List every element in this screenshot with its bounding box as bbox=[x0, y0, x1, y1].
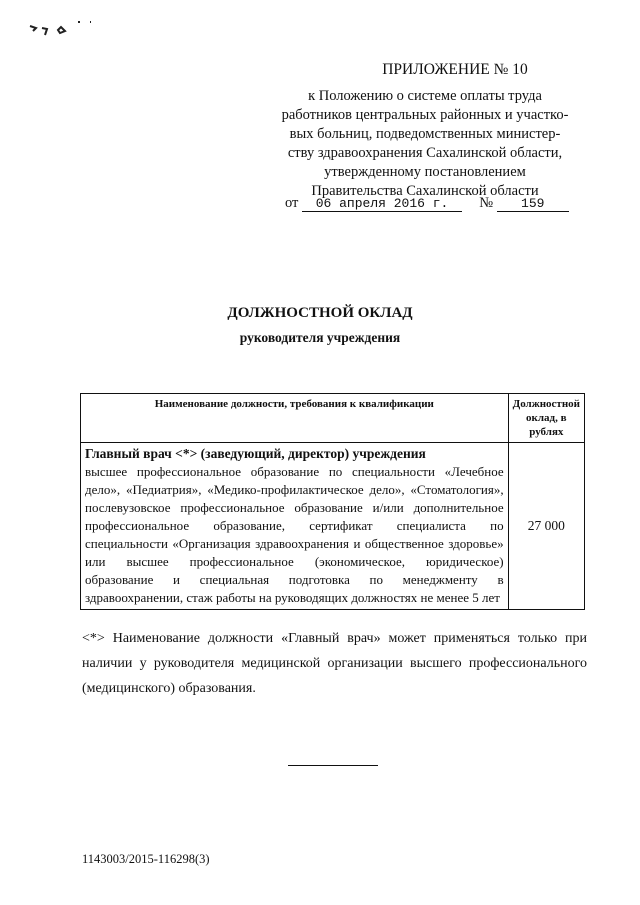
footnote: <*> Наименование должности «Главный врач» может применяться только при наличии у руководителя медицинской организации высшего профессионального (медицинского) образования. bbox=[82, 631, 587, 696]
salary-amount: 27 000 bbox=[508, 443, 584, 610]
document-code: 1143003/2015-116298(3) bbox=[82, 852, 210, 866]
number-value: 159 bbox=[497, 196, 569, 212]
page-title: ДОЛЖНОСТНОЙ ОКЛАД bbox=[227, 305, 413, 321]
table-row bbox=[81, 443, 585, 610]
resolution-date-row bbox=[285, 195, 585, 217]
end-divider bbox=[288, 765, 378, 766]
position-requirements: высшее профессиональное образование по специальности «Лечебное дело», «Педиатрия», «Медико-профилактическое дело», «Стоматология», послевузовское профессиональное образование и/или дополнительное профессиональное образование, сертификат специалиста по специальности «Организация здравоохранения и общественное здоровье» или высшее профессиональное (экономическое, юридическое) образование и специальная подготовка по менеджменту в здравоохранении, стаж работы на руководящих должностях не менее 5 лет bbox=[85, 464, 504, 605]
scan-artifact-marks bbox=[28, 18, 98, 48]
date-prefix: от bbox=[285, 195, 299, 211]
appendix-line: вых больниц, подведомственных министер- bbox=[289, 126, 561, 142]
appendix-line: работников центральных районных и участко- bbox=[281, 107, 569, 123]
appendix-line: ству здравоохранения Сахалинской области, bbox=[287, 145, 563, 161]
appendix-line: утвержденному постановлением bbox=[324, 164, 526, 180]
date-value: 06 апреля 2016 г. bbox=[302, 196, 462, 212]
position-name: Главный врач <*> (заведующий, директор) учреждения bbox=[85, 446, 426, 461]
appendix-line: Правительства Сахалинской области bbox=[311, 183, 539, 199]
appendix-title: ПРИЛОЖЕНИЕ № 10 bbox=[382, 61, 528, 78]
salary-table bbox=[80, 393, 585, 610]
position-cell bbox=[81, 443, 509, 610]
column-header-position: Наименование должности, требования к квалификации bbox=[81, 394, 509, 443]
appendix-block bbox=[270, 60, 580, 201]
page-subtitle: руководителя учреждения bbox=[239, 330, 401, 345]
number-prefix: № bbox=[479, 195, 494, 211]
appendix-line: к Положению о системе оплаты труда bbox=[308, 88, 542, 104]
column-header-salary: Должностной оклад, в рублях bbox=[508, 394, 584, 443]
table-header-row bbox=[81, 394, 585, 443]
